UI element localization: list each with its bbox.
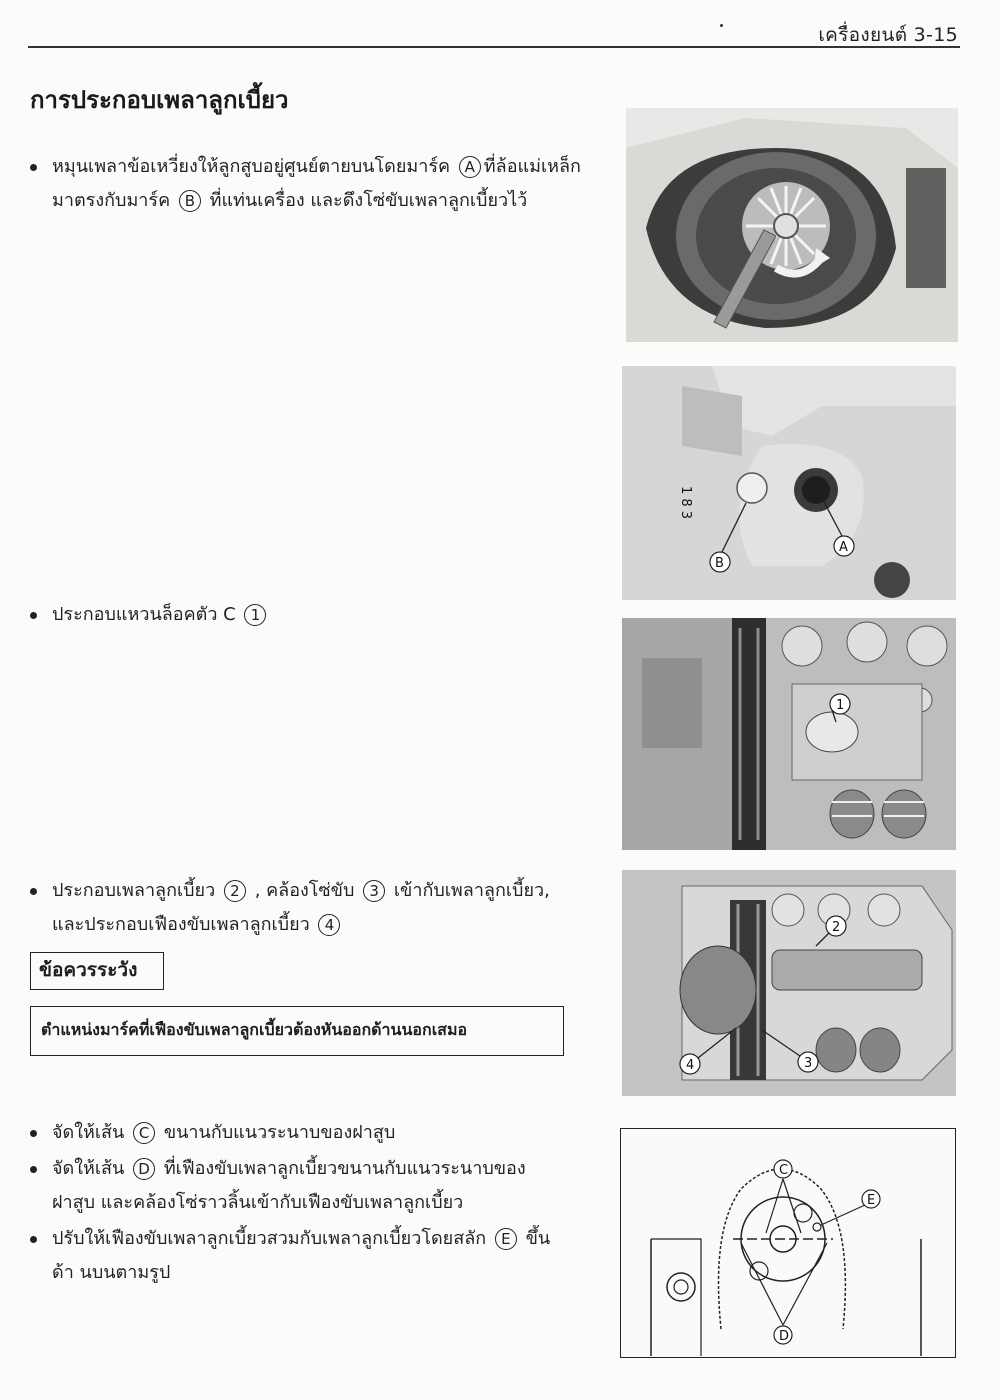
step-text: ที่เฟืองขับเพลาลูกเบี้ยวขนานกับแนวระนาบของ bbox=[163, 1158, 526, 1179]
header-rule bbox=[28, 46, 960, 48]
step-1-line-1 bbox=[30, 150, 581, 184]
bullet-icon bbox=[30, 888, 37, 895]
step-3-line-1 bbox=[30, 874, 550, 908]
mark-d-callout: D bbox=[133, 1158, 155, 1180]
step-2-line-1 bbox=[30, 598, 269, 632]
mark-a-label: A bbox=[839, 540, 848, 555]
page-header: เครื่องยนต์ 3-15 bbox=[818, 24, 958, 46]
diagram-sprocket-alignment bbox=[620, 1128, 956, 1358]
step-4 bbox=[30, 1116, 395, 1150]
mark-d-label: D bbox=[779, 1329, 790, 1344]
bullet-icon bbox=[30, 1236, 37, 1243]
step-text: ที่ล้อแม่เหล็ก bbox=[483, 156, 581, 177]
step-4-line-1 bbox=[30, 1116, 395, 1150]
step-text: ฝาสูบ และคล้องโซ่ราวลิ้นเข้ากับเฟืองขับเพลาลูกเบี้ยว bbox=[52, 1192, 464, 1213]
step-text: ขึ้น bbox=[525, 1228, 551, 1249]
step-5-line-2 bbox=[30, 1186, 526, 1220]
pin-e-label: E bbox=[867, 1193, 876, 1208]
page-title: การประกอบเพลาลูกเบี้ยว bbox=[30, 85, 289, 114]
step-3-line-2 bbox=[30, 908, 550, 942]
step-6-line-1 bbox=[30, 1222, 550, 1256]
photo-crankshaft-rotation bbox=[626, 108, 958, 342]
bullet-icon bbox=[30, 1130, 37, 1137]
caution-label: ข้อควรระวัง bbox=[30, 952, 164, 990]
step-text: หมุนเพลาข้อเหวี่ยงให้ลูกสูบอยู่ศูนย์ตายบนโดยมาร์ค bbox=[52, 156, 451, 177]
mark-b-label: B bbox=[715, 556, 724, 571]
step-5 bbox=[30, 1152, 526, 1220]
step-text: มาตรงกับมาร์ค bbox=[52, 190, 171, 211]
step-2 bbox=[30, 598, 269, 632]
sprocket-line-diagram bbox=[621, 1129, 954, 1356]
timing-window-illustration bbox=[622, 366, 956, 600]
scan-speck bbox=[720, 24, 723, 27]
mark-b-callout: B bbox=[179, 190, 201, 212]
step-text: ประกอบเพลาลูกเบี้ยว bbox=[52, 880, 216, 901]
step-3 bbox=[30, 874, 550, 942]
part-1-callout: 1 bbox=[244, 604, 266, 626]
photo-lock-ring bbox=[622, 618, 956, 850]
mark-c-label: C bbox=[779, 1163, 789, 1178]
mark-a-callout: A bbox=[459, 156, 481, 178]
part-4-callout: 4 bbox=[318, 914, 340, 936]
rotor-photo-illustration bbox=[626, 108, 958, 342]
step-text: , คล้องโซ่ขับ bbox=[254, 880, 355, 901]
photo-camshaft-install bbox=[622, 870, 956, 1096]
part-1-label: 1 bbox=[836, 698, 845, 713]
step-text: ปรับให้เฟืองขับเพลาลูกเบี้ยวสวมกับเพลาลูกเบี้ยวโดยสลัก bbox=[52, 1228, 487, 1249]
step-text: ที่แท่นเครื่อง และดึงโซ่ขับเพลาลูกเบี้ยวไว้ bbox=[209, 190, 528, 211]
part-4-label: 4 bbox=[686, 1058, 695, 1073]
bullet-icon bbox=[30, 1166, 37, 1173]
step-6-line-2 bbox=[30, 1256, 550, 1290]
step-1 bbox=[30, 150, 581, 218]
step-6 bbox=[30, 1222, 550, 1290]
step-text: ด้า นบนตามรูป bbox=[52, 1262, 171, 1283]
part-2-label: 2 bbox=[832, 920, 841, 935]
step-text: ขนานกับแนวระนาบของฝาสูบ bbox=[163, 1122, 396, 1143]
step-text: เข้ากับเพลาลูกเบี้ยว, bbox=[393, 880, 550, 901]
photo-timing-marks bbox=[622, 366, 956, 600]
part-2-callout: 2 bbox=[224, 880, 246, 902]
bullet-icon bbox=[30, 164, 37, 171]
step-5-line-1 bbox=[30, 1152, 526, 1186]
step-text: และประกอบเฟืองขับเพลาลูกเบี้ยว bbox=[52, 914, 310, 935]
part-3-label: 3 bbox=[804, 1056, 813, 1071]
step-1-line-2 bbox=[30, 184, 581, 218]
pin-e-callout: E bbox=[495, 1228, 517, 1250]
svg-text:1 8 3: 1 8 3 bbox=[678, 486, 693, 520]
bullet-icon bbox=[30, 612, 37, 619]
cylinder-head-illustration bbox=[622, 618, 956, 850]
step-text: จัดให้เส้น bbox=[52, 1122, 125, 1143]
mark-c-callout: C bbox=[133, 1122, 155, 1144]
camshaft-illustration bbox=[622, 870, 956, 1096]
step-text: ประกอบแหวนล็อคตัว C bbox=[52, 604, 236, 625]
caution-box: ตำแหน่งมาร์คที่เฟืองขับเพลาลูกเบี้ยวต้องหันออกด้านนอกเสมอ bbox=[30, 1006, 564, 1056]
part-3-callout: 3 bbox=[363, 880, 385, 902]
step-text: จัดให้เส้น bbox=[52, 1158, 125, 1179]
